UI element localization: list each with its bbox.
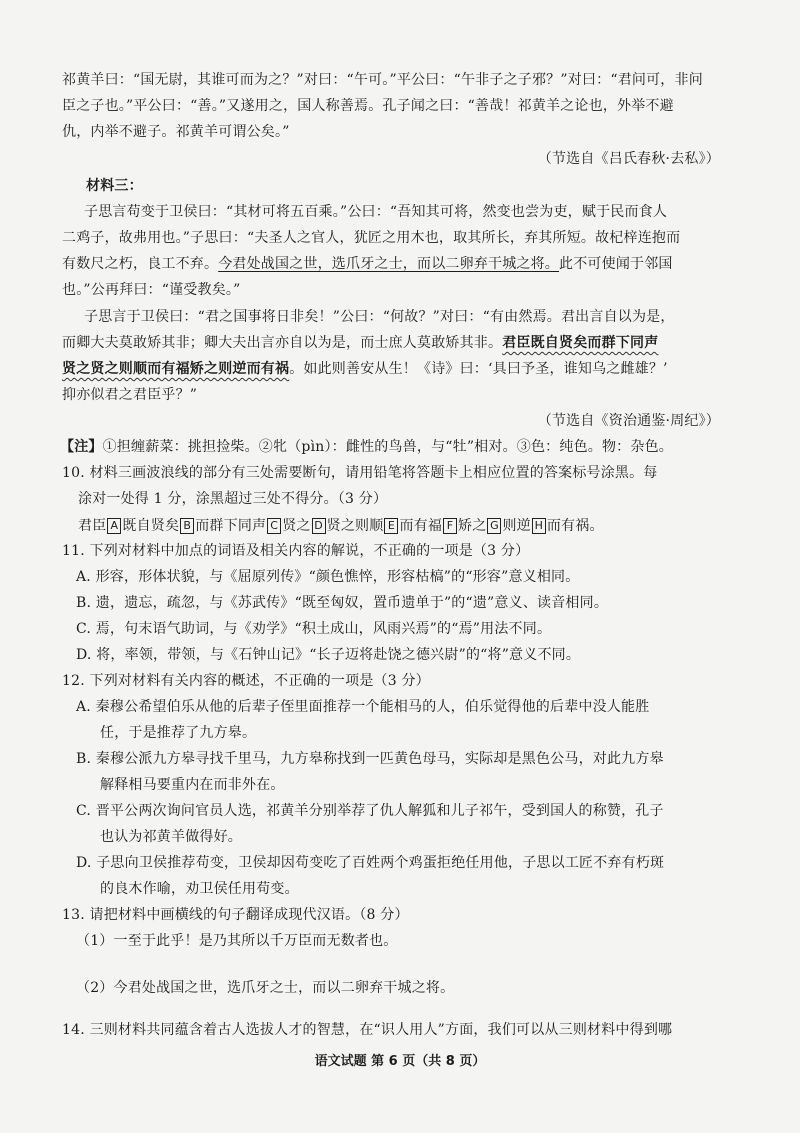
source-citation: （节选自《资治通鉴·周纪》） [537,413,720,429]
passage-line: 也。”公再拜曰：“谨受教矣。” [62,282,241,298]
translation-item-2: （2）今君处战国之世，选爪牙之士，而以二卵弃干城之将。 [76,980,455,996]
question-10-stem: 10. 材料三画波浪线的部分有三处需要断句，请用铅笔将答题卡上相应位置的答案标号涂黑。每 [62,465,658,481]
question-14-stem: 14. 三则材料共同蕴含着古人选拔人才的智慧，在“识人用人”方面，我们可以从三则材料中得到哪 [62,1022,673,1038]
answer-label-h[interactable]: H [532,518,546,534]
wavy-underlined-text: 贤之贤之则顺而有福矫之则逆而有祸 [62,361,290,377]
passage-text: 有数尺之朽，良工不弃。 [62,256,219,272]
answer-label-b[interactable]: B [180,518,194,534]
option-a[interactable]: A. 秦穆公希望伯乐从他的后辈子侄里面推荐一个能相马的人，伯乐觉得他的后辈中没人能胜 [76,699,650,715]
passage-line: 二鸡子，故弗用也。”子思曰：“夫圣人之官人，犹匠之用木也，取其所长，弃其所短。故杞梓连抱而 [62,230,681,246]
passage-text: 此不可使闻于邻国 [559,256,673,272]
option-b[interactable]: B. 秦穆公派九方皋寻找千里马，九方皋称找到一匹黄色母马，实际却是黑色公马，对此九方皋 [76,751,664,767]
passage-line [62,333,752,353]
option-a-continued: 任，于是推荐了九方皋。 [100,725,257,741]
note-label: 【注】 [60,439,103,455]
option-d-continued: 的良木作喻，劝卫侯任用苟变。 [100,881,299,897]
wavy-underlined-text: 君臣既自贤矣而群下同声 [502,335,659,351]
answer-label-g[interactable]: G [487,518,501,534]
annotation-note [60,437,750,457]
option-a[interactable]: A. 形容，形体状貌，与《屈原列传》“颜色憔悴，形容枯槁”的“形容”意义相同。 [76,569,580,585]
option-c[interactable]: C. 焉，句末语气助词，与《劝学》“积土成山，风雨兴焉”的“焉”用法不同。 [76,621,552,637]
passage-line [62,359,752,379]
material-3-heading: 材料三： [86,178,143,194]
passage-line: 抑亦似君之君臣乎？” [62,387,198,403]
answer-label-e[interactable]: E [384,518,398,534]
option-d[interactable]: D. 将，率领，带领，与《石钟山记》“长子迈将赴饶之德兴尉”的“将”意义不同。 [76,647,581,663]
option-b-continued: 解释相马要重内在而非外在。 [100,777,285,793]
option-c-continued: 也认为祁黄羊做得好。 [100,829,242,845]
page-footer: 语文试题 第 6 页（共 8 页） [314,1054,486,1069]
note-text: ①担缠薪菜：挑担捡柴。②牝（pìn）：雌性的鸟兽，与“牡”相对。③色：纯色。物：杂色。 [102,439,673,455]
translation-sentence-underlined: 今君处战国之世，选爪牙之士，而以二卵弃干城之将。 [218,256,560,272]
question-12-stem: 12. 下列对材料有关内容的概述，不正确的一项是（3 分） [62,673,430,689]
option-b[interactable]: B. 遗，遗忘，疏忽，与《苏武传》“既至匈奴，置币遗单于”的“遗”意义、读音相同。 [76,595,609,611]
option-d[interactable]: D. 子思向卫侯推荐苟变，卫侯却因苟变吃了百姓两个鸡蛋拒绝任用他，子思以工匠不弃有朽斑 [76,855,665,871]
passage-line: 子思言苟变于卫侯曰：“其材可将五百乘。”公曰：“吾知其可将，然变也尝为吏，赋于民而食人 [84,204,668,220]
answer-label-d[interactable]: D [312,518,326,534]
passage-line: 祁黄羊曰：“国无尉，其谁可而为之？”对曰：“午可。”平公曰：“午非子之子邪？”对曰：“君问可，非问 [62,72,703,88]
passage-text: 。如此则善安从生！《诗》曰：‘具曰予圣，谁知乌之雌雄？’ [289,361,668,377]
passage-line: 仇，内举不避子。祁黄羊可谓公矣。” [62,124,290,140]
question-11-stem: 11. 下列对材料中加点的词语及相关内容的解说，不正确的一项是（3 分） [62,543,530,559]
question-13-stem: 13. 请把材料中画横线的句子翻译成现代汉语。（8 分） [62,907,409,923]
question-10-stem: 涂对一处得 1 分，涂黑超过三处不得分。（3 分） [78,491,388,507]
passage-line [62,254,752,274]
question-10-segments: 君臣 A 既自贤矣 B 而群下同声 C 贤之 D 贤之则顺 E 而有福 F 矫之 G 则逆 H 而有祸。 [78,518,604,534]
answer-label-f[interactable]: F [443,518,457,534]
answer-label-a[interactable]: A [107,518,121,534]
source-citation: （节选自《吕氏春秋·去私》） [537,151,720,167]
option-c[interactable]: C. 晋平公两次询问官员人选，祁黄羊分别举荐了仇人解狐和儿子祁午，受到国人的称赞，孔子 [76,803,664,819]
passage-line: 臣之子也。”平公曰：“善。”又遂用之，国人称善焉。孔子闻之曰：“善哉！祁黄羊之论也，外举不避 [62,98,674,114]
answer-label-c[interactable]: C [267,518,281,534]
translation-item-1: （1）一至于此乎！是乃其所以千万臣而无数者也。 [76,933,398,949]
passage-line: 子思言于卫侯曰：“君之国事将日非矣！”公曰：“何故？”对曰：“有由然焉。君出言自以为是， [84,309,675,325]
passage-text: 而卿大夫莫敢矫其非；卿大夫出言亦自以为是，而士庶人莫敢矫其非。 [62,335,503,351]
